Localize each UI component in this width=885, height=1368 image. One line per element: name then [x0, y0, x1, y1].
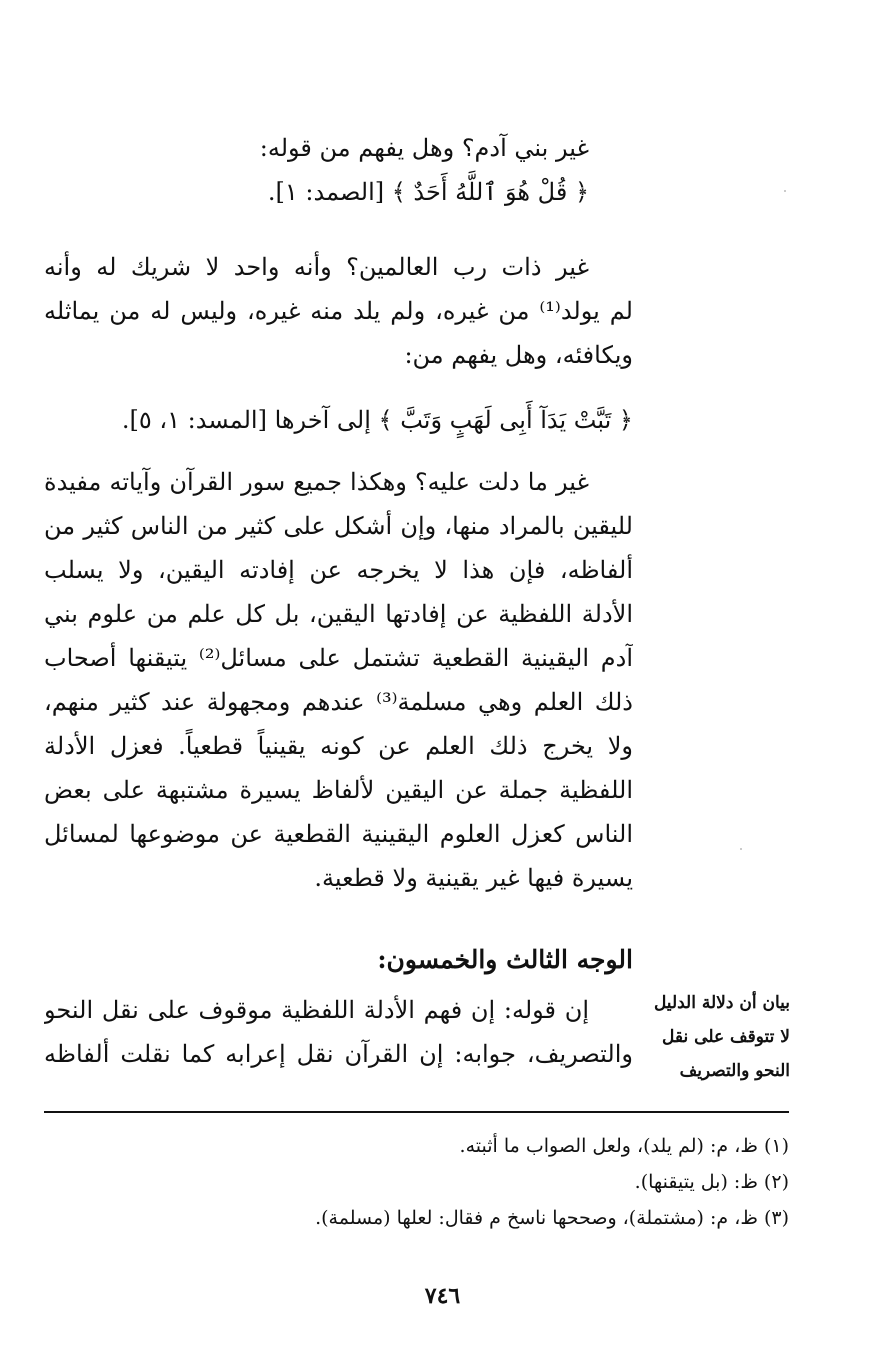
footnote: (٣) ظ، م: (مشتملة)، وصححها ناسخ م فقال: لعلها (مسلمة). — [315, 1207, 789, 1229]
page-number: ٧٤٦ — [424, 1283, 461, 1309]
text-line: لليقين بالمراد منها، وإن أشكل على كثير من الناس كثير من — [44, 512, 633, 540]
text-line: ولا يخرج ذلك العلم عن كونه يقينياً قطعياً. فعزل الأدلة — [44, 732, 633, 760]
quran-verse-line: ﴿ قُلْ هُوَ ٱللَّهُ أَحَدٌ ﴾ [الصمد: ١]. — [267, 178, 589, 206]
text-line: آدم اليقينية القطعية تشتمل على مسائل⁽²⁾ يتيقنها أصحاب — [44, 644, 633, 672]
text-line: الأدلة اللفظية عن إفادتها اليقين، بل كل علم من علوم بني — [44, 600, 633, 628]
footnote-separator — [44, 1111, 789, 1113]
footnotes — [44, 1128, 789, 1236]
paper-speck — [740, 848, 742, 850]
text-line: إن قوله: إن فهم الأدلة اللفظية موقوف على نقل النحو — [44, 996, 589, 1024]
margin-note-line: لا تتوقف على نقل — [662, 1027, 790, 1047]
text-line: الناس كعزل العلوم اليقينية القطعية عن موضوعها لمسائل — [44, 820, 633, 848]
section-heading: الوجه الثالث والخمسون: — [377, 945, 633, 974]
text-line: لم يولد⁽¹⁾ من غيره، ولم يلد منه غيره، وليس له من يماثله — [44, 297, 633, 325]
quran-verse-line: ﴿ تَبَّتْ يَدَآ أَبِى لَهَبٍ وَتَبَّ ﴾ إلى آخرها [المسد: ١، ٥]. — [121, 406, 633, 434]
text-line: ألفاظه، فإن هذا لا يخرجه عن إفادته اليقين، ولا يسلب — [44, 556, 633, 584]
text-line: ذلك العلم وهي مسلمة⁽³⁾ عندهم ومجهولة عند كثير منهم، — [44, 688, 633, 716]
main-text-block-4 — [44, 460, 633, 900]
text-line: اللفظية جملة عن اليقين لألفاظ يسيرة مشتبهة على بعض — [44, 776, 633, 804]
main-text-block-3 — [44, 398, 633, 442]
main-text-block-5 — [44, 988, 633, 1076]
footnote: (١) ظ، م: (لم يلد)، ولعل الصواب ما أثبته. — [459, 1135, 789, 1157]
main-text-block-2 — [44, 245, 633, 377]
text-line: غير ما دلت عليه؟ وهكذا جميع سور القرآن وآياته مفيدة — [44, 468, 589, 496]
paper-speck — [784, 190, 786, 192]
text-line: غير بني آدم؟ وهل يفهم من قوله: — [259, 134, 589, 162]
text-line: ويكافئه، وهل يفهم من: — [404, 341, 633, 369]
footnote: (٢) ظ: (بل يتيقنها). — [634, 1171, 789, 1193]
text-line: يسيرة فيها غير يقينية ولا قطعية. — [314, 864, 633, 892]
main-text-block-1 — [44, 126, 633, 214]
text-line: غير ذات رب العالمين؟ وأنه واحد لا شريك له وأنه — [44, 253, 589, 281]
margin-note-line: النحو والتصريف — [679, 1061, 790, 1081]
margin-note-line: بيان أن دلالة الدليل — [653, 993, 790, 1013]
text-line: والتصريف، جوابه: إن القرآن نقل إعرابه كما نقلت ألفاظه — [44, 1040, 633, 1068]
margin-note — [650, 986, 790, 1088]
